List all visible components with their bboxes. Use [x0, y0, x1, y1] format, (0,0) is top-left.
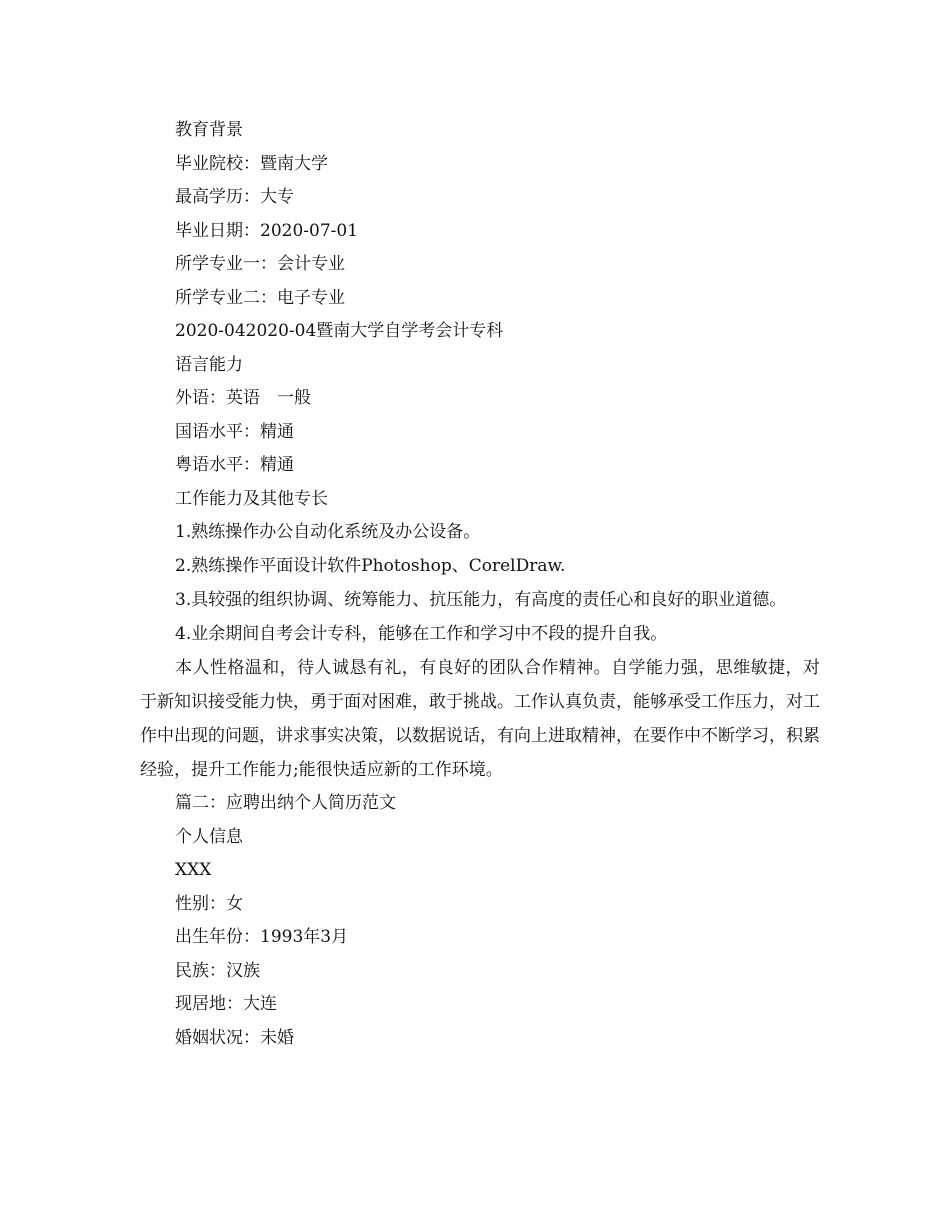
section-heading-skills: 工作能力及其他专长: [175, 488, 328, 509]
birth-year: 出生年份：1993年3月: [175, 927, 349, 947]
section-heading-language: 语言能力: [175, 354, 243, 375]
skill-item-1: 1.熟练操作办公自动化系统及办公设备。: [175, 522, 481, 542]
skill-item-4: 4.业余期间自考会计专科，能够在工作和学习中不段的提升自我。: [175, 624, 668, 644]
gender: 性别：女: [175, 893, 243, 914]
graduation-school: 毕业院校：暨南大学: [175, 153, 328, 174]
foreign-language: 外语：英语 一般: [175, 388, 311, 408]
major-two: 所学专业二：电子专业: [175, 287, 345, 308]
graduation-date: 毕业日期：2020-07-01: [175, 220, 359, 241]
skill-item-2: 2.熟练操作平面设计软件Photoshop、CorelDraw.: [175, 555, 566, 576]
marital-status: 婚姻状况：未婚: [175, 1027, 294, 1048]
education-entry: 2020-042020-04暨南大学自学考会计专科: [175, 321, 504, 341]
document-body: [140, 114, 820, 1055]
skill-item-3: 3.具较强的组织协调、统筹能力、抗压能力，有高度的责任心和良好的职业道德。: [175, 590, 787, 610]
self-evaluation-paragraph: 本人性格温和，待人诚恳有礼，有良好的团队合作精神。自学能力强，思维敏捷，对于新知识接受能力快，勇于面对困难，敢于挑战。工作认真负责，能够承受工作压力，对工作中出现的问题，讲求事实决策，以数据说话，有向上进取精神，在要作中不断学习，积累经验，提升工作能力;能很快适应新的工作环境。: [140, 658, 820, 780]
current-residence: 现居地：大连: [175, 994, 277, 1014]
section-heading-personal-info: 个人信息: [175, 826, 243, 847]
mandarin-level: 国语水平：精通: [175, 421, 294, 442]
highest-degree: 最高学历：大专: [175, 187, 294, 207]
major-one: 所学专业一：会计专业: [175, 254, 345, 274]
cantonese-level: 粤语水平：精通: [175, 455, 294, 475]
section-heading-education: 教育背景: [175, 120, 243, 140]
article-two-title: 篇二：应聘出纳个人简历范文: [175, 793, 396, 813]
ethnicity: 民族：汉族: [175, 960, 260, 981]
person-name: XXX: [175, 860, 212, 880]
